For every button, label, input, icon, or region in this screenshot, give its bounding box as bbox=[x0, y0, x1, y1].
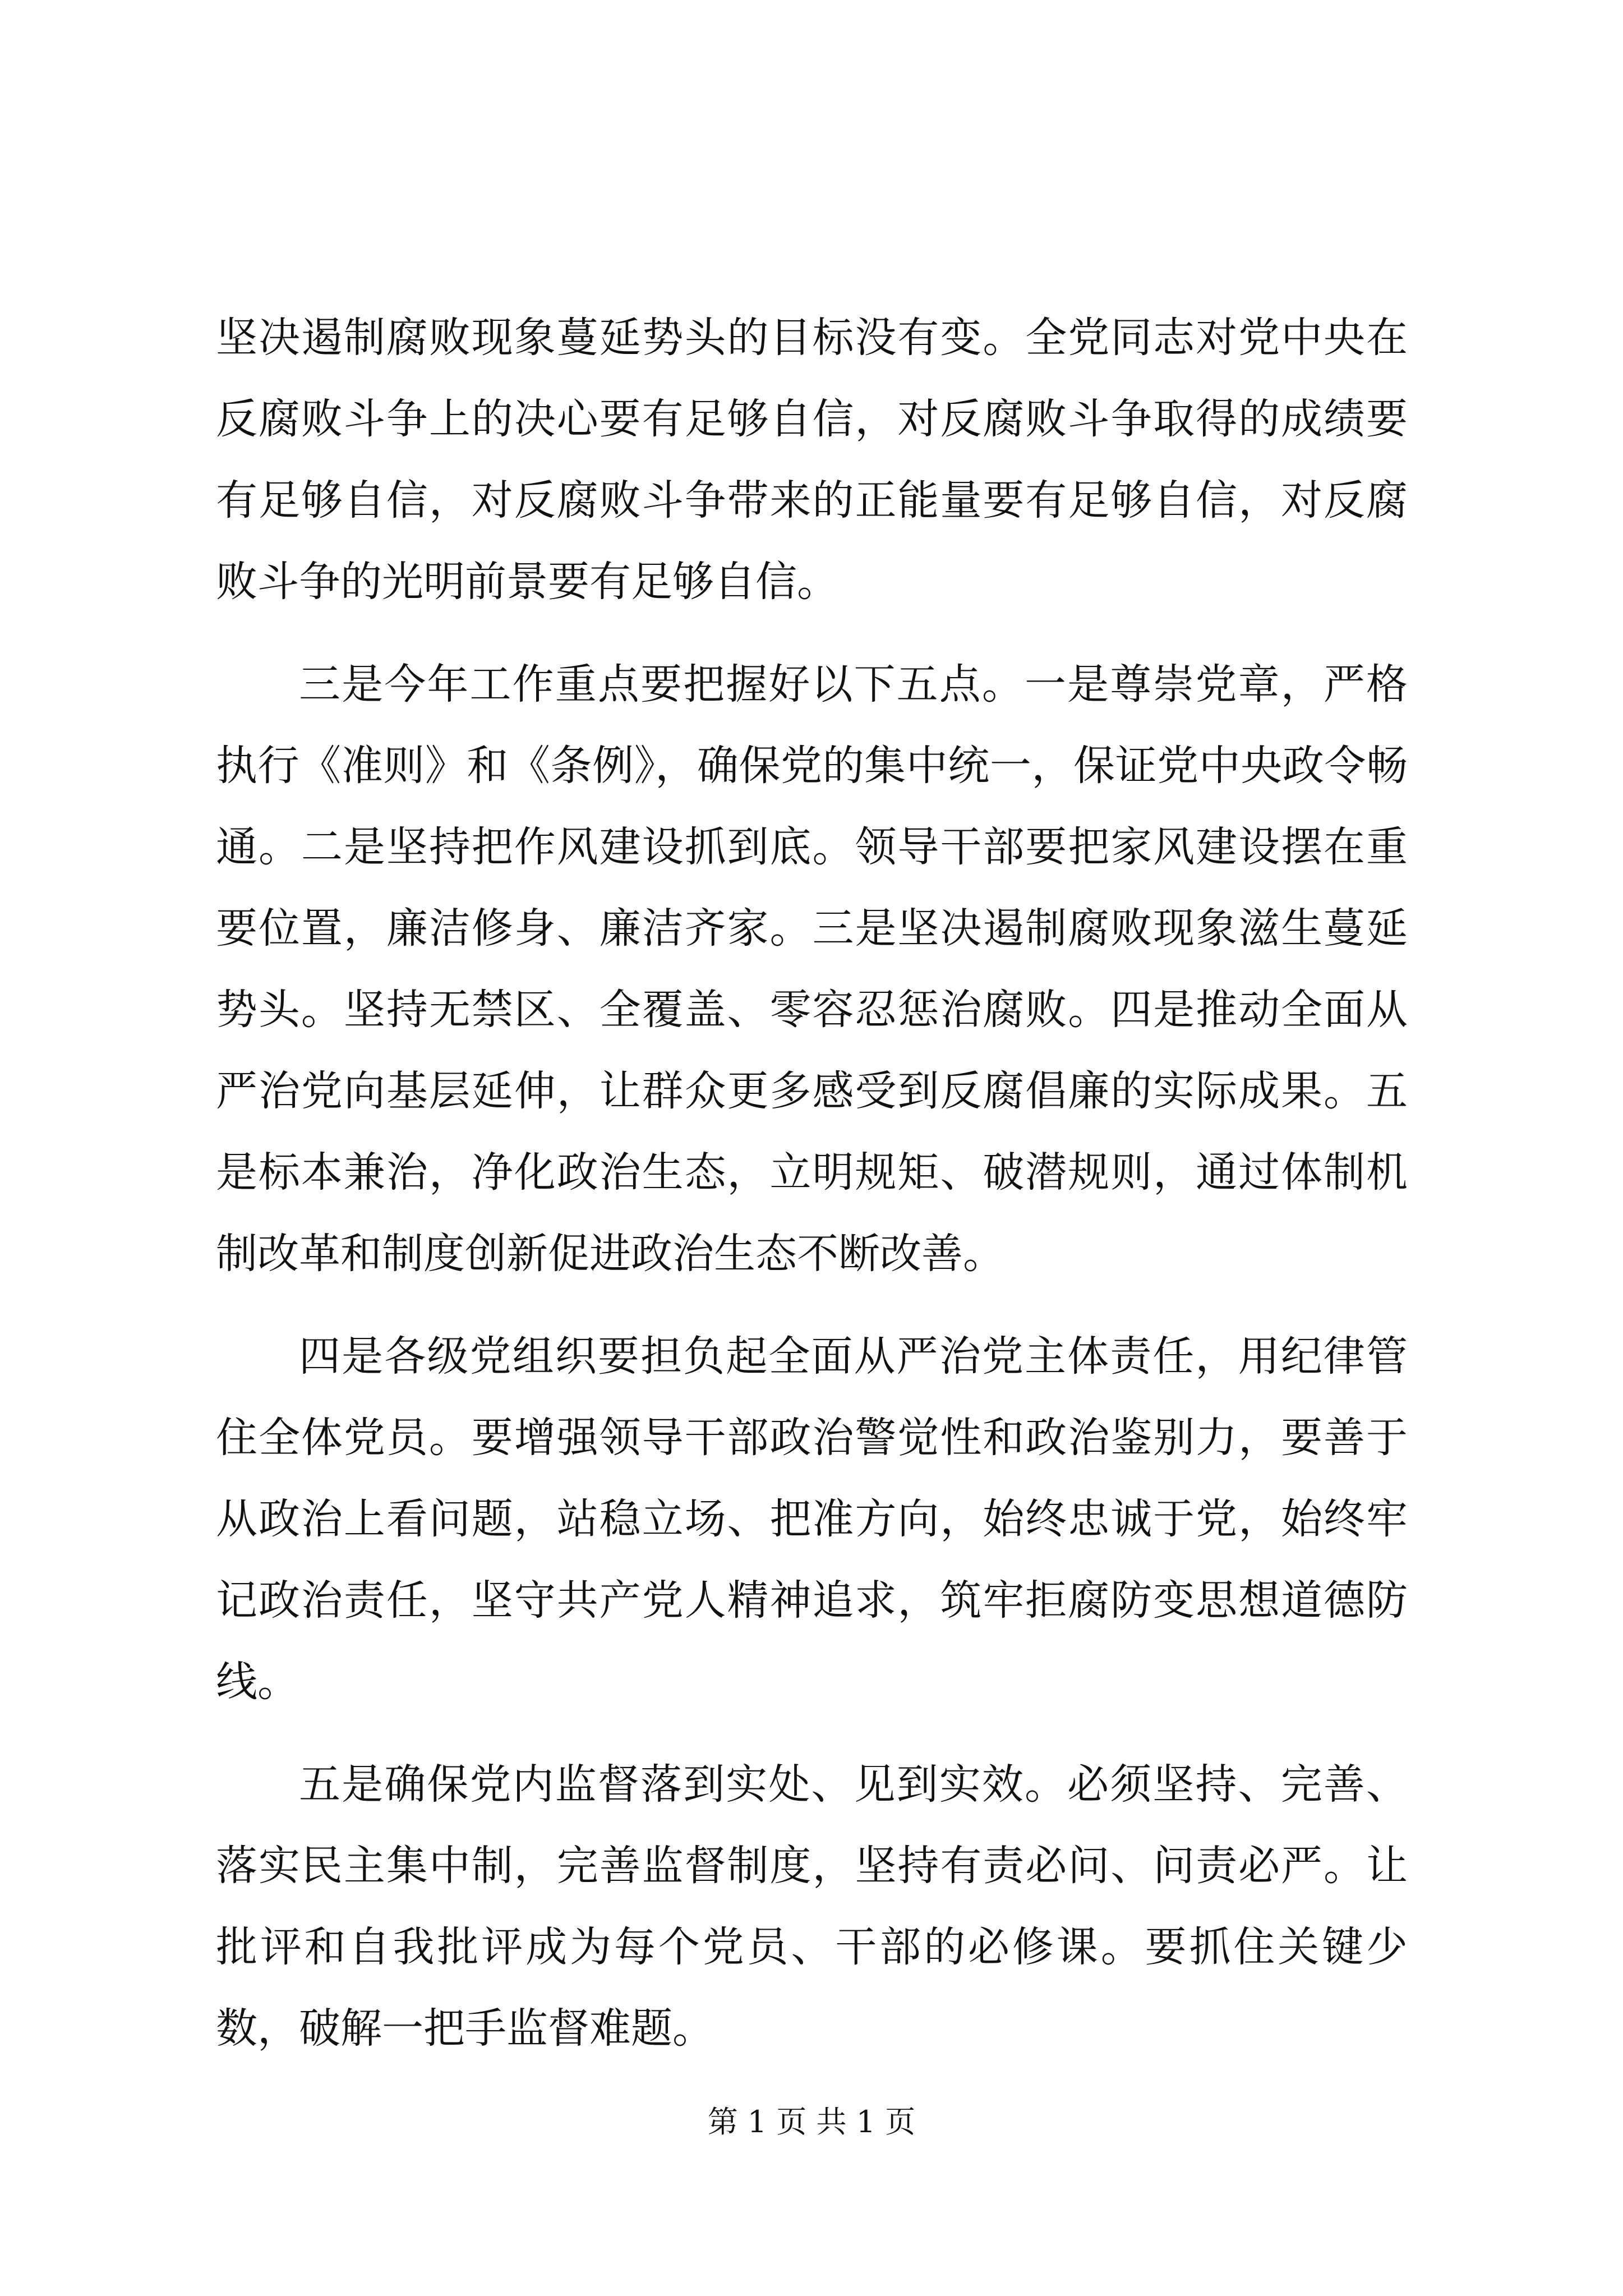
page-footer bbox=[0, 2102, 1623, 2142]
paragraph-point-five: 五是确保党内监督落到实处、见到实效。必须坚持、完善、落实民主集中制，完善监督制度，坚持有责必问、问责必严。让批评和自我批评成为每个党员、干部的必修课。要抓住关键少数，破解一把手监督难题。 bbox=[216, 1760, 1408, 2053]
paragraph-point-three: 三是今年工作重点要把握好以下五点。一是尊崇党章，严格执行《准则》和《条例》，确保党的集中统一，保证党中央政令畅通。二是坚持把作风建设抓到底。领导干部要把家风建设摆在重要位置，廉洁修身、廉洁齐家。三是坚决遏制腐败现象滋生蔓延势头。坚持无禁区、全覆盖、零容忍惩治腐败。四是推动全面从严治党向基层延伸，让群众更多感受到反腐倡廉的实际成果。五是标本兼治，净化政治生态，立明规矩、破潜规则，通过体制机制改革和制度创新促进政治生态不断改善。 bbox=[216, 660, 1408, 1278]
document-body bbox=[216, 297, 1408, 2069]
paragraph-point-four: 四是各级党组织要担负起全面从严治党主体责任，用纪律管住全体党员。要增强领导干部政治警觉性和政治鉴别力，要善于从政治上看问题，站稳立场、把准方向，始终忠诚于党，始终牢记政治责任，坚守共产党人精神追求，筑牢拒腐防变思想道德防线。 bbox=[216, 1332, 1408, 1706]
page-number-label: 第 1 页 共 1 页 bbox=[707, 2104, 916, 2139]
paragraph-continued: 坚决遏制腐败现象蔓延势头的目标没有变。全党同志对党中央在反腐败斗争上的决心要有足够自信，对反腐败斗争取得的成绩要有足够自信，对反腐败斗争带来的正能量要有足够自信，对反腐败斗争的光明前景要有足够自信。 bbox=[216, 314, 1408, 606]
